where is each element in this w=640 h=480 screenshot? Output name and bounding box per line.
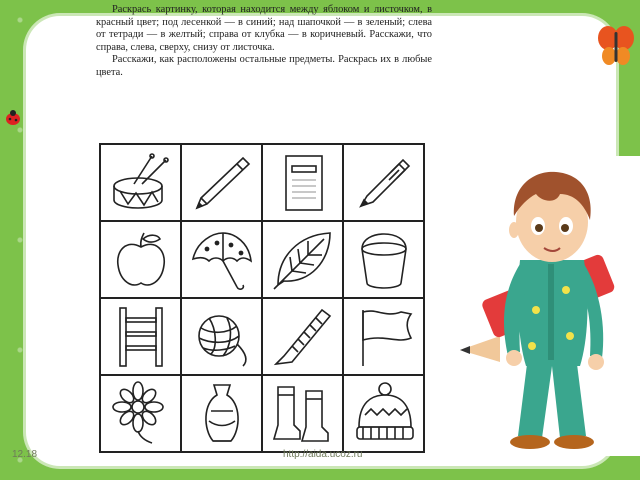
grid-cell bbox=[343, 144, 424, 221]
grid-cell bbox=[181, 144, 262, 221]
vase-icon bbox=[187, 381, 257, 447]
grid-cell bbox=[343, 375, 424, 452]
apple-icon bbox=[106, 227, 176, 293]
umbrella-icon bbox=[187, 227, 257, 293]
grid-cell bbox=[181, 375, 262, 452]
pen-icon bbox=[349, 150, 419, 216]
bucket-icon bbox=[349, 227, 419, 293]
flag-icon bbox=[349, 304, 419, 370]
footer-url-text: http://aida.ucoz.ru bbox=[283, 449, 363, 460]
grid-cell bbox=[262, 298, 343, 375]
grid-cell bbox=[100, 375, 181, 452]
grid-cell bbox=[100, 221, 181, 298]
boy-with-pencil-illustration bbox=[456, 160, 640, 456]
grid-cell bbox=[343, 298, 424, 375]
task-text bbox=[96, 4, 432, 80]
ladybug-decoration bbox=[4, 110, 22, 126]
grid-cell bbox=[262, 144, 343, 221]
grid-cell bbox=[343, 221, 424, 298]
grid-cell bbox=[100, 144, 181, 221]
yarn-ball-icon bbox=[187, 304, 257, 370]
slide-date: 12.18 bbox=[12, 449, 38, 460]
grid-cell bbox=[262, 221, 343, 298]
grid-cell bbox=[262, 375, 343, 452]
ladder-icon bbox=[106, 304, 176, 370]
pencil-icon bbox=[187, 150, 257, 216]
task-paragraph-1: Раскрась картинку, которая находится между яблоком и листочком, в красный цвет; под лесенкой — в синий; над шапочкой — в зеленый; слева от тетради — в желтый; справа от клубка — в коричневый. Расскажи, что справа, слева, сверху, снизу от листочка. bbox=[96, 4, 432, 53]
flower-icon bbox=[106, 381, 176, 447]
notebook-icon bbox=[268, 150, 338, 216]
knit-hat-icon bbox=[349, 381, 419, 447]
drum-icon bbox=[106, 150, 176, 216]
grid-cell bbox=[181, 221, 262, 298]
leaf-icon bbox=[268, 227, 338, 293]
comb-icon bbox=[268, 304, 338, 370]
grid-cell bbox=[100, 298, 181, 375]
grid-cell bbox=[181, 298, 262, 375]
boots-icon bbox=[268, 381, 338, 447]
task-paragraph-2: Расскажи, как расположены остальные предметы. Раскрась их в любые цвета. bbox=[96, 54, 432, 78]
picture-grid bbox=[99, 143, 425, 453]
butterfly-decoration bbox=[596, 24, 636, 68]
